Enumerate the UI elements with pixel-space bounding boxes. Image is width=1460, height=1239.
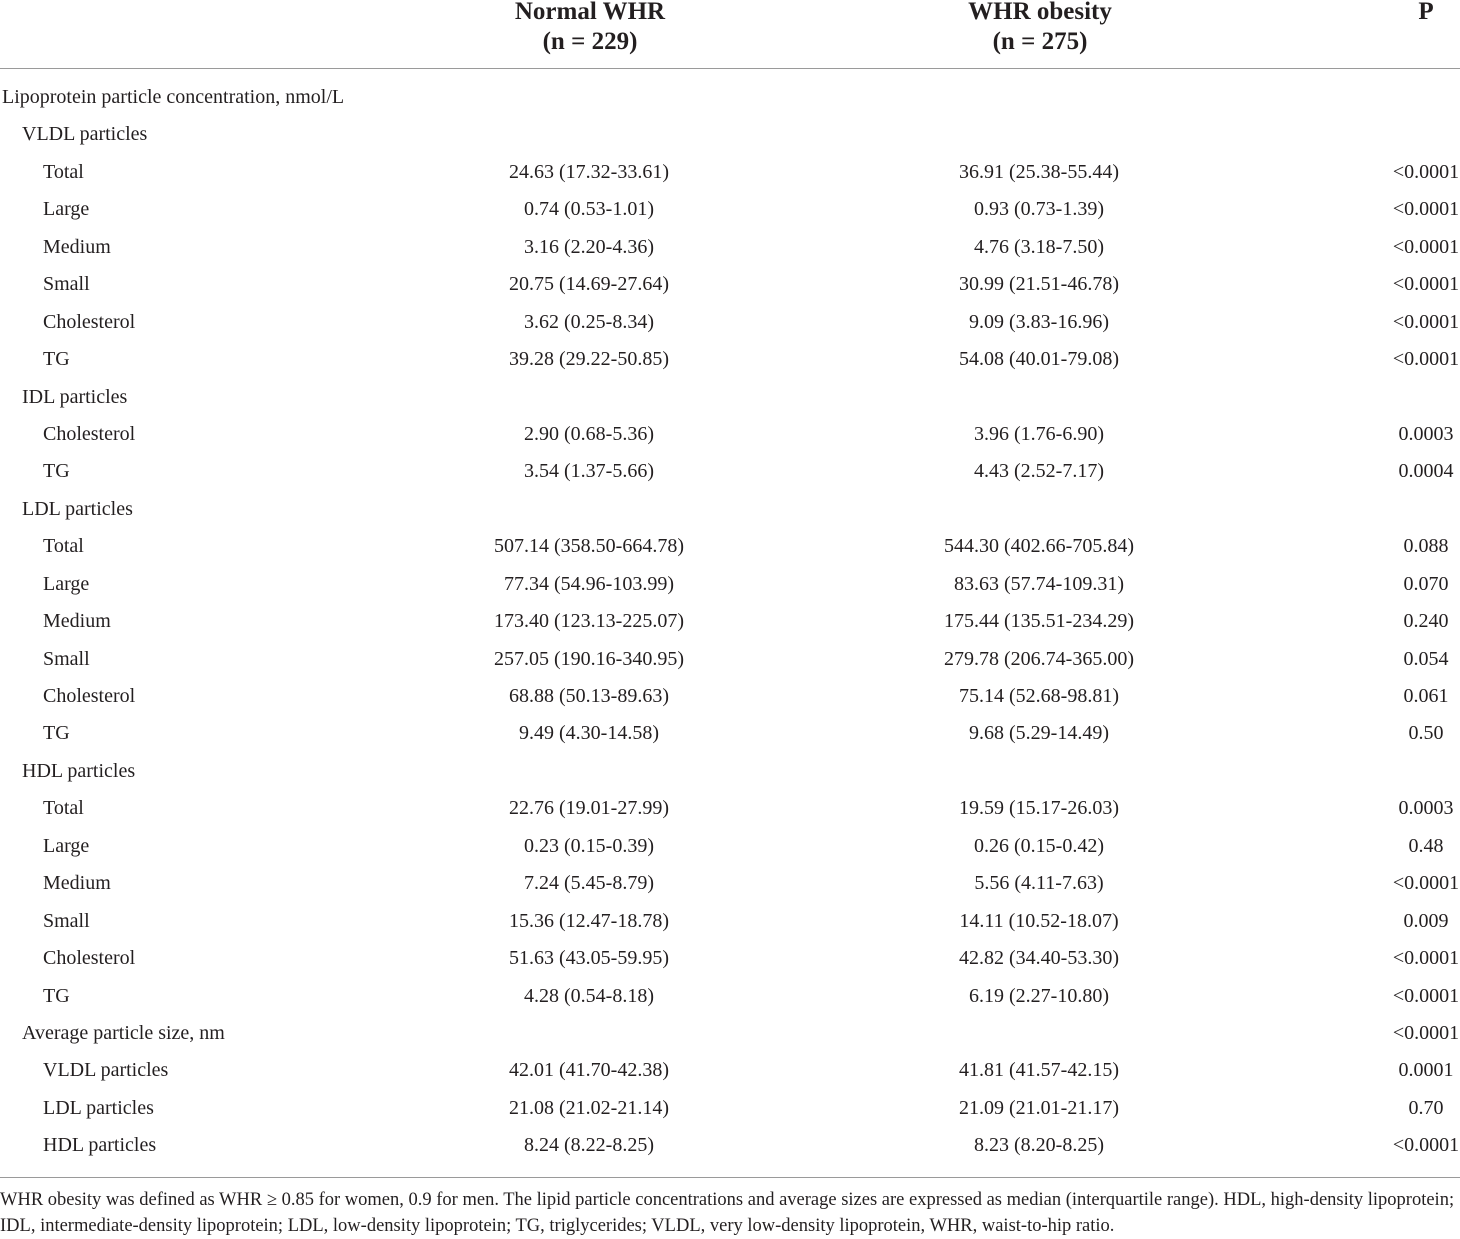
table-header (0, 0, 1460, 69)
normal-whr-value: 507.14 (358.50-664.78) (494, 535, 684, 558)
whr-obesity-value: 175.44 (135.51-234.29) (944, 610, 1134, 633)
p-value: <0.0001 (1392, 947, 1460, 970)
row-label: Total (43, 160, 84, 183)
table-row (0, 191, 1460, 228)
p-value: 0.240 (1403, 610, 1449, 633)
row-label: Large (43, 572, 90, 595)
normal-whr-value: 8.24 (8.22-8.25) (524, 1134, 654, 1157)
row-label: Small (43, 909, 90, 932)
row-label: VLDL particles (22, 123, 148, 146)
normal-whr-value: 0.23 (0.15-0.39) (524, 834, 654, 857)
whr-obesity-value: 9.68 (5.29-14.49) (969, 722, 1109, 745)
table-row (0, 491, 1460, 528)
p-value: <0.0001 (1392, 984, 1460, 1007)
whr-obesity-value: 19.59 (15.17-26.03) (959, 797, 1119, 820)
normal-whr-value: 2.90 (0.68-5.36) (524, 422, 654, 445)
table-row (0, 341, 1460, 378)
p-value: 0.0003 (1398, 797, 1454, 820)
table-row (0, 1127, 1460, 1164)
row-label: Cholesterol (43, 685, 136, 707)
normal-whr-value: 9.49 (4.30-14.58) (519, 722, 659, 745)
normal-whr-value: 15.36 (12.47-18.78) (509, 909, 669, 932)
whr-obesity-value: 3.96 (1.76-6.90) (974, 422, 1104, 445)
header-whr-obesity-n: (n = 275) (992, 28, 1088, 55)
p-value: <0.0001 (1392, 872, 1460, 895)
row-label: Total (43, 535, 84, 558)
p-value: 0.50 (1408, 722, 1444, 745)
p-value: 0.054 (1403, 647, 1449, 670)
table-row (0, 528, 1460, 565)
whr-obesity-value: 9.09 (3.83-16.96) (969, 310, 1109, 333)
normal-whr-value: 42.01 (41.70-42.38) (509, 1059, 669, 1082)
header-p-label: P (1418, 0, 1434, 25)
row-label: Lipoprotein particle concentration, nmol/L (2, 86, 345, 108)
row-label: Total (43, 797, 84, 820)
normal-whr-value: 3.16 (2.20-4.36) (524, 235, 654, 258)
row-label: TG (43, 460, 70, 483)
whr-obesity-value: 83.63 (57.74-109.31) (954, 572, 1124, 595)
whr-obesity-value: 6.19 (2.27-10.80) (969, 984, 1109, 1007)
header-normal-whr (440, 0, 740, 57)
p-value: <0.0001 (1392, 198, 1460, 221)
p-value: 0.009 (1403, 909, 1449, 932)
row-label: Medium (43, 610, 111, 633)
p-value: 0.0004 (1398, 460, 1454, 483)
row-label: TG (43, 984, 70, 1007)
table-row (0, 790, 1460, 827)
whr-obesity-value: 54.08 (40.01-79.08) (959, 348, 1119, 371)
table-row (0, 453, 1460, 490)
table-row (0, 416, 1460, 453)
normal-whr-value: 0.74 (0.53-1.01) (524, 198, 654, 221)
whr-obesity-value: 41.81 (41.57-42.15) (959, 1059, 1119, 1082)
table-row (0, 940, 1460, 977)
whr-obesity-value: 4.76 (3.18-7.50) (974, 235, 1104, 258)
p-value: <0.0001 (1392, 273, 1460, 296)
table-row (0, 753, 1460, 790)
p-value: <0.0001 (1392, 348, 1460, 371)
table-row (0, 266, 1460, 303)
whr-obesity-value: 8.23 (8.20-8.25) (974, 1134, 1104, 1157)
normal-whr-value: 173.40 (123.13-225.07) (494, 610, 684, 633)
p-value: 0.061 (1403, 685, 1449, 707)
row-label: Small (43, 273, 90, 296)
p-value: <0.0001 (1392, 235, 1460, 258)
whr-obesity-value: 4.43 (2.52-7.17) (974, 460, 1104, 483)
row-label: Cholesterol (43, 310, 136, 333)
table-row (0, 603, 1460, 640)
normal-whr-value: 51.63 (43.05-59.95) (509, 947, 669, 970)
whr-obesity-value: 36.91 (25.38-55.44) (959, 160, 1119, 183)
table-row (0, 154, 1460, 191)
normal-whr-value: 24.63 (17.32-33.61) (509, 160, 669, 183)
header-normal-whr-n: (n = 229) (542, 28, 638, 55)
table-footnote: WHR obesity was defined as WHR ≥ 0.85 for women, 0.9 for men. The lipid particle concentrations and average sizes are expressed as median (interquartile range). HDL, high-density lipoprotein; IDL, intermediate-density lipoprotein; LDL, low-density lipoprotein; TG, triglycerides; VLDL, very low-density lipoprotein, WHR, waist-to-hip ratio. (0, 1177, 1460, 1239)
normal-whr-value: 3.62 (0.25-8.34) (524, 310, 654, 333)
p-value: <0.0001 (1392, 160, 1460, 183)
whr-obesity-value: 5.56 (4.11-7.63) (974, 872, 1104, 895)
table-row (0, 828, 1460, 865)
normal-whr-value: 21.08 (21.02-21.14) (509, 1096, 669, 1119)
normal-whr-value: 68.88 (50.13-89.63) (509, 685, 669, 707)
normal-whr-value: 7.24 (5.45-8.79) (524, 872, 654, 895)
table-row (0, 379, 1460, 416)
table-row (0, 116, 1460, 153)
whr-obesity-value: 75.14 (52.68-98.81) (959, 685, 1119, 707)
row-label: TG (43, 348, 70, 371)
row-label: LDL particles (43, 1096, 154, 1119)
table-row (0, 978, 1460, 1015)
row-label: Cholesterol (43, 947, 136, 970)
row-label: IDL particles (22, 385, 128, 408)
p-value: 0.0001 (1398, 1059, 1454, 1082)
row-label: Average particle size, nm (22, 1021, 225, 1044)
p-value: <0.0001 (1392, 310, 1460, 333)
header-whr-obesity (890, 0, 1190, 57)
whr-obesity-value: 0.93 (0.73-1.39) (974, 198, 1104, 221)
p-value: <0.0001 (1392, 1021, 1460, 1044)
row-label: HDL particles (22, 759, 136, 782)
p-value: 0.70 (1408, 1096, 1444, 1119)
table-row (0, 229, 1460, 266)
normal-whr-value: 20.75 (14.69-27.64) (509, 273, 669, 296)
table-row (0, 1090, 1460, 1127)
header-whr-obesity-title: WHR obesity (968, 0, 1112, 25)
table-row (0, 715, 1460, 752)
row-label: Cholesterol (43, 422, 136, 445)
p-value: 0.088 (1403, 535, 1449, 558)
table-body (0, 69, 1460, 1165)
normal-whr-value: 77.34 (54.96-103.99) (504, 572, 674, 595)
table-row (0, 641, 1460, 678)
normal-whr-value: 257.05 (190.16-340.95) (494, 647, 684, 670)
normal-whr-value: 39.28 (29.22-50.85) (509, 348, 669, 371)
normal-whr-value: 4.28 (0.54-8.18) (524, 984, 654, 1007)
whr-obesity-value: 21.09 (21.01-21.17) (959, 1096, 1119, 1119)
normal-whr-value: 3.54 (1.37-5.66) (524, 460, 654, 483)
table-row (0, 678, 1460, 715)
table-row (0, 304, 1460, 341)
row-label: Large (43, 198, 90, 221)
whr-obesity-value: 0.26 (0.15-0.42) (974, 834, 1104, 857)
table-row (0, 903, 1460, 940)
row-label: LDL particles (22, 497, 133, 520)
p-value: <0.0001 (1392, 1134, 1460, 1157)
table-row (0, 865, 1460, 902)
header-p-value (1380, 0, 1460, 27)
header-normal-whr-title: Normal WHR (514, 0, 666, 25)
table-row (0, 1052, 1460, 1089)
row-label: TG (43, 722, 70, 745)
row-label: Small (43, 647, 90, 670)
normal-whr-value: 22.76 (19.01-27.99) (509, 797, 669, 820)
p-value: 0.48 (1408, 834, 1444, 857)
p-value: 0.0003 (1398, 422, 1454, 445)
table-row (0, 1015, 1460, 1052)
p-value: 0.070 (1403, 572, 1449, 595)
whr-obesity-value: 42.82 (34.40-53.30) (959, 947, 1119, 970)
row-label: VLDL particles (43, 1059, 169, 1082)
whr-obesity-value: 30.99 (21.51-46.78) (959, 273, 1119, 296)
whr-obesity-value: 14.11 (10.52-18.07) (959, 909, 1119, 932)
row-label: Large (43, 834, 90, 857)
row-label: Medium (43, 872, 111, 895)
table-row (0, 566, 1460, 603)
row-label: HDL particles (43, 1134, 157, 1157)
table-row (0, 79, 1460, 116)
whr-obesity-value: 279.78 (206.74-365.00) (944, 647, 1134, 670)
whr-obesity-value: 544.30 (402.66-705.84) (944, 535, 1134, 558)
row-label: Medium (43, 235, 111, 258)
